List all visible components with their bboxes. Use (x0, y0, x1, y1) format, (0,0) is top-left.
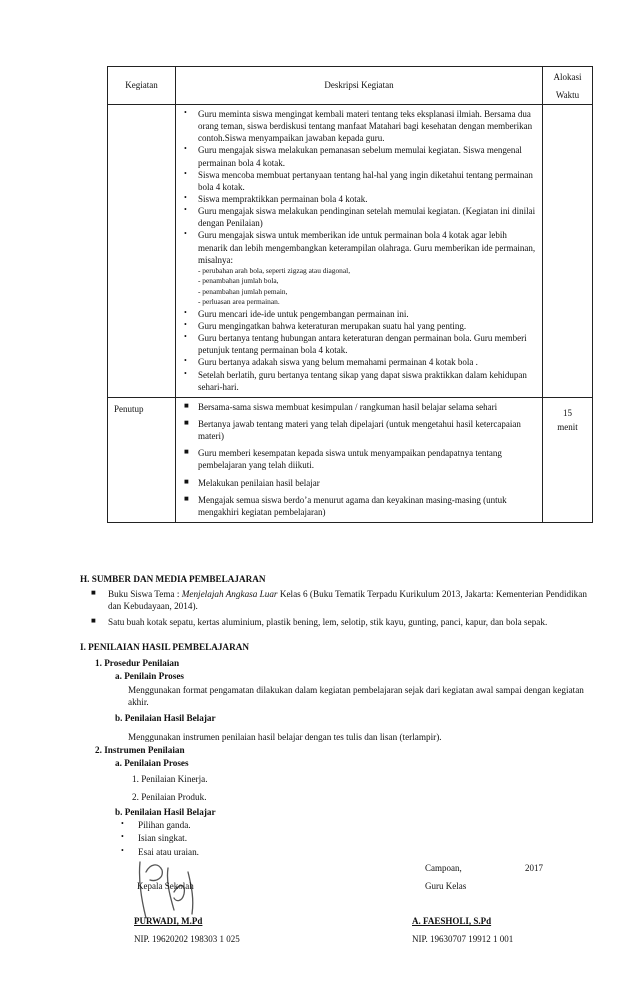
header-alokasi: Alokasi (553, 71, 582, 82)
penilaian-proses-text: Menggunakan format pengamatan dilakukan dalam kegiatan pembelajaran sejak dari kegiatan awal sampai dengan kegiatan akhir. (128, 685, 584, 708)
bullet-icon: • (184, 108, 187, 117)
guru-kelas-name: A. FAESHOLI, S.Pd (412, 916, 492, 926)
list-item: ■ Guru memberi kesempatan kepada siswa untuk menyampaikan pendapatnya tentang pembelajaran yang telah diikuti. (184, 447, 502, 471)
waktu-value: 15 (563, 407, 572, 418)
header-waktu: Waktu (555, 89, 580, 100)
penilaian-hasil-text: Menggunakan instrumen penilaian hasil belajar dengan tes tulis dan lisan (terlampir). (128, 732, 442, 742)
list-item: • Siswa mencoba membuat pertanyaan tentang hal-hal yang ingin diketahui tentang permainan bola 4 kotak. (184, 168, 533, 192)
bullet-icon: • (184, 168, 187, 178)
bullet-icon: • (121, 832, 124, 842)
list-item: ■ Bertanya jawab tentang materi yang telah dipelajari (untuk mengetahui hasil ketercapaian materi) (184, 418, 521, 442)
instrumen-proses-item: 1. Penilaian Kinerja. (132, 774, 208, 784)
sub-item: - perluasan area permainan. (198, 297, 280, 307)
list-item: • Guru meminta siswa mengingat kembali materi tentang teks eksplanasi ilmiah. Bersama dua orang teman, siswa berdiskusi tentang manfaat Matahari bagi kesehatan dengan memberikan contoh.Siswa menyampaikan jawaban kepada guru. (184, 108, 533, 144)
square-bullet-icon: ■ (184, 476, 189, 486)
header-alokasi-waktu (543, 67, 593, 105)
kepala-sekolah-name: PURWADI, M.Pd (134, 916, 203, 926)
bullet-icon: • (184, 229, 187, 239)
list-item: • Guru mengajak siswa melakukan pemanasan sebelum memulai kegiatan. Siswa mengenal permainan bola 4 kotak. (184, 144, 522, 168)
penilaian-proses-heading: a. Penilain Proses (115, 671, 184, 681)
list-item: • Siswa mempraktikkan permainan bola 4 kotak. (184, 192, 368, 204)
table-row-penutup (108, 397, 593, 522)
kepala-sekolah-role: Kepala Sekolah (137, 881, 194, 891)
list-item: • Guru mengajak siswa untuk memberikan ide untuk permainan bola 4 kotak agar lebih menarik dan lebih mengembangkan keterampilan olahraga. Guru memberikan ide permainan, misalnya: - perubahan arah bola, seperti zigzag atau diagonal, - penambahan jumlah bola, - penambahan jumlah pemain, - perluasan area permainan. (184, 229, 536, 307)
table-header-row (108, 67, 593, 105)
signature-year: 2017 (525, 863, 543, 873)
deskripsi-penutup-cell (176, 397, 543, 522)
list-item: • Guru mengajak siswa melakukan pendinginan setelah memulai kegiatan. (Kegiatan ini dinilai dengan Penilaian) (184, 205, 536, 229)
bullet-icon: • (184, 144, 187, 154)
list-item: ■ Bersama-sama siswa membuat kesimpulan / rangkuman hasil belajar selama sehari (184, 400, 498, 412)
prosedur-heading: 1. Prosedur Penilaian (95, 658, 180, 668)
penilaian-hasil-heading: b. Penilaian Hasil Belajar (115, 713, 216, 723)
idea-sublist (198, 266, 536, 308)
instrumen-proses-item: 2. Penilaian Produk. (132, 792, 207, 802)
activity-table (107, 66, 593, 523)
section-h-title: H. SUMBER DAN MEDIA PEMBELAJARAN (80, 574, 266, 584)
kegiatan-penutup: Penutup (108, 397, 176, 522)
guru-kelas-role: Guru Kelas (425, 881, 467, 891)
list-item: • Esai atau uraian. (121, 845, 199, 857)
section-i-title: I. PENILAIAN HASIL PEMBELAJARAN (80, 642, 249, 652)
header-kegiatan: Kegiatan (108, 67, 176, 105)
list-item: • Pilihan ganda. (121, 819, 191, 830)
instrumen-heading: 2. Instrumen Penilaian (95, 745, 185, 755)
list-item: ■ Melakukan penilaian hasil belajar (184, 476, 320, 488)
square-bullet-icon: ■ (184, 400, 189, 410)
waktu-cell-empty (543, 105, 593, 398)
list-item: • Guru mencari ide-ide untuk pengembangan permainan ini. (184, 307, 409, 319)
list-item: • Setelah berlatih, guru bertanya tentang sikap yang dapat siswa praktikkan dalam kehidupan sehari-hari. (184, 368, 527, 392)
bullet-icon: • (184, 307, 187, 317)
sub-item: - penambahan jumlah pemain, (198, 286, 288, 296)
sub-item: - penambahan jumlah bola, (198, 276, 279, 286)
list-item: ■ Buku Siswa Tema : Menjelajah Angkasa Luar Kelas 6 (Buku Tematik Terpadu Kurikulum 2013, Jakarta: Kementerian Pendidikan dan Kebudayaan, 2014). (91, 588, 587, 612)
square-bullet-icon: ■ (91, 615, 96, 625)
list-item: • Guru bertanya tentang hubungan antara keteraturan dengan permainan bola. Guru memberi petunjuk tentang permainan bola 4 kotak. (184, 332, 527, 356)
section-h-list (90, 588, 590, 628)
list-item: ■ Satu buah kotak sepatu, kertas aluminium, plastik bening, lem, selotip, stik kayu, gunting, panci, kapur, dan bola sepak. (91, 615, 548, 627)
bullet-icon: • (184, 332, 187, 342)
signature-place: Campoan, (425, 863, 462, 873)
table-row-inti (108, 105, 593, 398)
header-deskripsi: Deskripsi Kegiatan (176, 67, 543, 105)
instrumen-proses-heading: a. Penilaian Proses (115, 758, 189, 768)
list-item: • Guru bertanya adakah siswa yang belum memahami permainan 4 kotak bola . (184, 356, 478, 368)
penutup-list (180, 401, 536, 518)
deskripsi-inti-cell (176, 105, 543, 398)
square-bullet-icon: ■ (184, 493, 189, 503)
sub-item: - perubahan arah bola, seperti zigzag atau diagonal, (198, 265, 351, 275)
square-bullet-icon: ■ (184, 447, 189, 457)
square-bullet-icon: ■ (184, 418, 189, 428)
square-bullet-icon: ■ (91, 588, 96, 597)
inti-list (180, 108, 536, 393)
bullet-icon: • (184, 205, 187, 215)
list-item: • Isian singkat. (121, 832, 187, 844)
guru-kelas-nip: NIP. 19630707 19912 1 001 (412, 934, 514, 944)
bullet-icon: • (121, 845, 124, 855)
kegiatan-cell-empty (108, 105, 176, 398)
waktu-penutup (543, 397, 593, 522)
list-item: • Guru mengingatkan bahwa keteraturan merupakan suatu hal yang penting. (184, 320, 467, 332)
bullet-icon: • (121, 819, 124, 828)
list-item: ■ Mengajak semua siswa berdo’a menurut agama dan keyakinan masing-masing (untuk mengakhiri kegiatan pembelajaran) (184, 493, 507, 517)
kepala-sekolah-nip: NIP. 19620202 198303 1 025 (134, 934, 240, 944)
waktu-unit: menit (557, 422, 578, 433)
bullet-icon: • (184, 192, 187, 202)
bullet-icon: • (184, 368, 187, 378)
bullet-icon: • (184, 320, 187, 330)
bullet-icon: • (184, 356, 187, 366)
instrumen-hasil-heading: b. Penilaian Hasil Belajar (115, 807, 216, 817)
